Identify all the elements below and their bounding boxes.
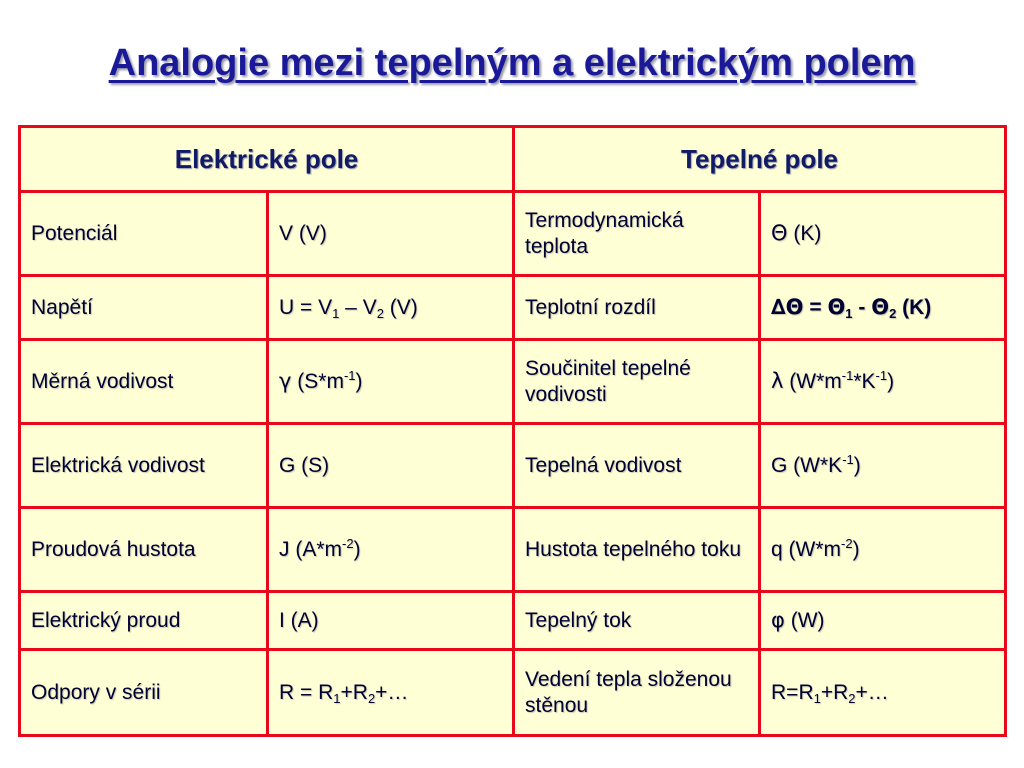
thermal-quantity: Teplotní rozdíl	[514, 276, 760, 340]
unit-part: )	[853, 453, 861, 477]
phi-symbol: φ	[771, 607, 785, 632]
voltage-unit: (V)	[383, 295, 418, 319]
unit-part: )	[353, 537, 361, 561]
electric-quantity: Potenciál	[20, 192, 268, 276]
unit-part: (W)	[784, 608, 825, 632]
electric-quantity: Odpory v sérii	[20, 650, 268, 736]
subscript: 1	[845, 305, 853, 321]
table-row	[20, 650, 1006, 736]
thermal-symbol	[760, 276, 1006, 340]
thermal-symbol	[760, 340, 1006, 424]
electric-symbol	[268, 276, 514, 340]
formula-part: -	[852, 295, 872, 319]
subscript: 1	[813, 690, 821, 706]
slide-title: Analogie mezi tepelným a elektrickým polem	[108, 42, 916, 84]
thermal-symbol	[760, 192, 1006, 276]
subscript: 1	[332, 305, 340, 321]
electric-symbol	[268, 508, 514, 592]
header-electric-field: Elektrické pole	[20, 127, 514, 192]
thermal-quantity: Termodynamická teplota	[514, 192, 760, 276]
electric-symbol	[268, 650, 514, 736]
formula-part: =	[803, 295, 828, 319]
subscript: 2	[367, 690, 376, 706]
superscript: -2	[342, 535, 354, 551]
subscript: 2	[889, 305, 897, 321]
superscript: -2	[841, 535, 853, 551]
lambda-symbol: λ	[771, 368, 784, 393]
thermal-symbol	[760, 650, 1006, 736]
table-row	[20, 508, 1006, 592]
table-row	[20, 340, 1006, 424]
subscript: 2	[848, 690, 856, 706]
unit-part: G (W*K	[771, 453, 843, 477]
electric-symbol	[268, 192, 514, 276]
table-row	[20, 192, 1006, 276]
analogy-table	[18, 125, 1007, 737]
thermal-symbol	[760, 592, 1006, 650]
unit-part: q (W*m	[771, 537, 842, 561]
electric-quantity: Proudová hustota	[20, 508, 268, 592]
header-thermal-field: Tepelné pole	[514, 127, 1006, 192]
thermal-symbol	[760, 424, 1006, 508]
superscript: -1	[875, 367, 888, 383]
voltage-formula-part: – V	[339, 295, 377, 319]
unit-part: (W*m	[783, 369, 842, 393]
electric-quantity: Napětí	[20, 276, 268, 340]
unit-part: )	[887, 369, 895, 393]
unit-part: )	[355, 369, 363, 393]
electric-quantity: Měrná vodivost	[20, 340, 268, 424]
unit-part: (S*m	[291, 369, 344, 393]
formula-part: +R	[820, 680, 849, 704]
theta-symbol: Θ	[827, 294, 846, 319]
superscript: -1	[343, 367, 356, 383]
voltage-formula-part: U = V	[279, 295, 333, 319]
unit-part: )	[852, 537, 860, 561]
formula-part: +R	[340, 680, 368, 704]
electric-symbol	[268, 340, 514, 424]
formula-part: +…	[855, 680, 889, 704]
formula-part: +…	[375, 680, 409, 704]
subscript: 2	[376, 305, 384, 321]
formula-part: R = R	[279, 680, 334, 704]
thermal-quantity: Hustota tepelného toku	[514, 508, 760, 592]
electric-symbol: I (A)	[268, 592, 514, 650]
electric-quantity: Elektrická vodivost	[20, 424, 268, 508]
formula-part: R=R	[771, 680, 814, 704]
electric-quantity: Elektrický proud	[20, 592, 268, 650]
thermal-symbol	[760, 508, 1006, 592]
table-row	[20, 592, 1006, 650]
thermal-quantity: Tepelná vodivost	[514, 424, 760, 508]
electric-symbol-text: V (V)	[279, 221, 327, 245]
superscript: -1	[842, 451, 854, 467]
thermal-unit: (K)	[787, 221, 822, 245]
electric-symbol: G (S)	[268, 424, 514, 508]
header-row	[20, 127, 1006, 192]
thermal-unit: (K)	[896, 295, 932, 319]
gamma-symbol: γ	[279, 368, 292, 393]
thermal-quantity: Součinitel tepelné vodivosti	[514, 340, 760, 424]
theta-symbol: Θ	[871, 294, 890, 319]
superscript: -1	[841, 367, 854, 383]
table-row	[20, 276, 1006, 340]
thermal-quantity: Vedení tepla složenou stěnou	[514, 650, 760, 736]
delta-theta-symbol: ∆Θ	[771, 294, 804, 319]
subscript: 1	[333, 690, 341, 706]
unit-part: J (A*m	[279, 537, 342, 561]
table-row	[20, 424, 1006, 508]
theta-symbol: Θ	[771, 220, 788, 245]
thermal-quantity: Tepelný tok	[514, 592, 760, 650]
unit-part: *K	[853, 369, 876, 393]
